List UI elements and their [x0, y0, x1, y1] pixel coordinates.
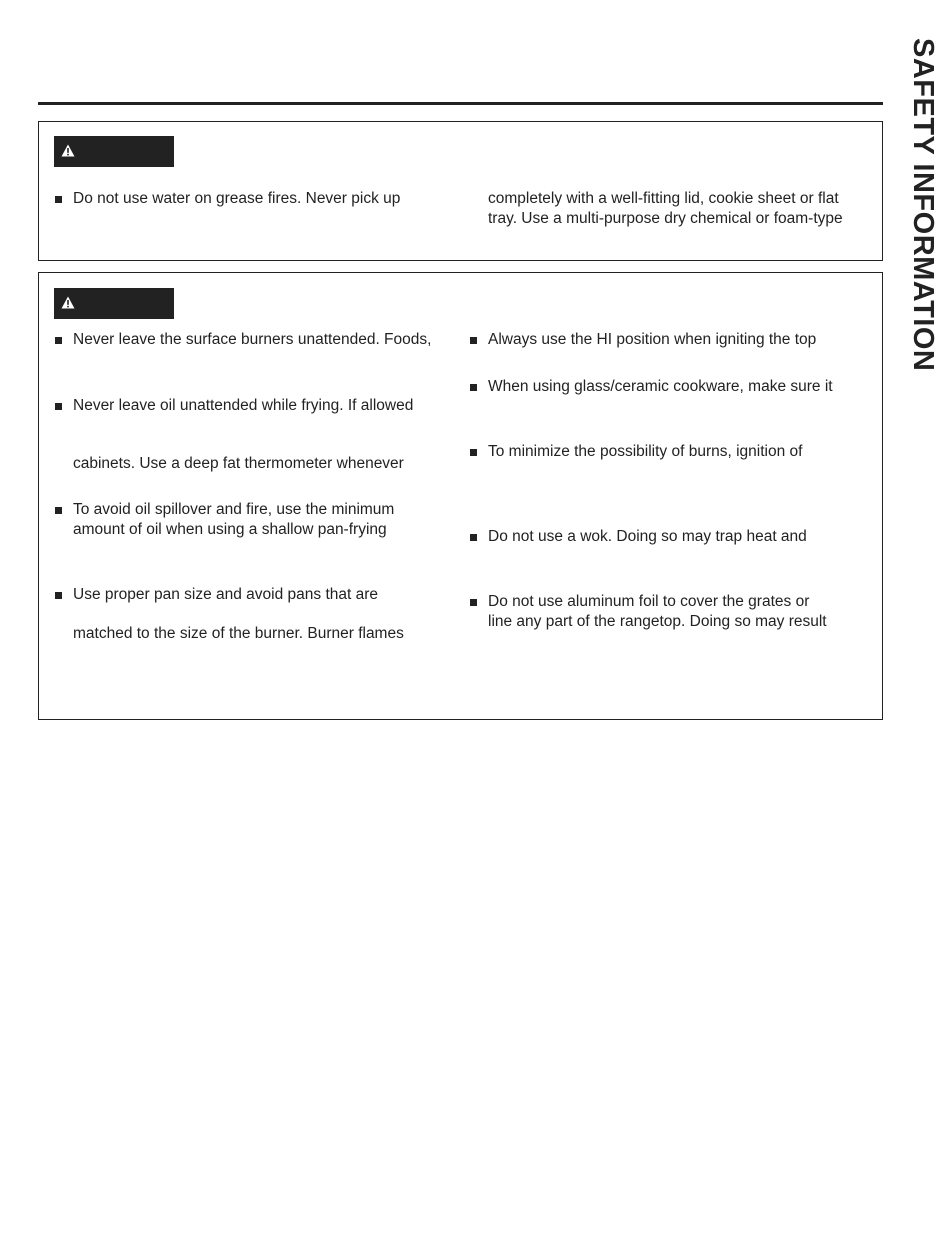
- warning-label: [54, 288, 174, 319]
- warning-label: [54, 136, 174, 167]
- box2-left-line: amount of oil when using a shallow pan-frying: [73, 521, 387, 538]
- box2-left-line: matched to the size of the burner. Burner flames: [73, 625, 404, 642]
- box1-right-line: tray. Use a multi-purpose dry chemical or foam-type: [488, 210, 843, 227]
- box2-right-line: Do not use aluminum foil to cover the grates or: [488, 593, 810, 610]
- bullet: [470, 384, 477, 391]
- warning-box-cooktop: [38, 272, 883, 720]
- bullet: [470, 599, 477, 606]
- bullet: [55, 196, 62, 203]
- bullet: [470, 449, 477, 456]
- box2-left-line: cabinets. Use a deep fat thermometer whenever: [73, 455, 404, 472]
- box2-left-line: Never leave the surface burners unattended. Foods,: [73, 331, 432, 348]
- box2-right-line: line any part of the rangetop. Doing so may result: [488, 613, 827, 630]
- box2-left-line: Use proper pan size and avoid pans that are: [73, 586, 379, 603]
- bullet: [55, 337, 62, 344]
- box2-left-line: Never leave oil unattended while frying. If allowed: [73, 397, 414, 414]
- box2-right-line: When using glass/ceramic cookware, make sure it: [488, 378, 833, 395]
- box2-right-line: Do not use a wok. Doing so may trap heat and: [488, 528, 807, 545]
- warning-triangle-icon: [61, 144, 75, 157]
- box2-right-line: Always use the HI position when igniting the top: [488, 331, 817, 348]
- bullet: [470, 337, 477, 344]
- side-section-title: SAFETY INFORMATION: [907, 38, 939, 372]
- box1-left-line: Do not use water on grease fires. Never pick up: [73, 190, 401, 207]
- box1-right-line: completely with a well-fitting lid, cookie sheet or flat: [488, 190, 839, 207]
- box2-right-line: To minimize the possibility of burns, ignition of: [488, 443, 803, 460]
- bullet: [55, 507, 62, 514]
- header-rule: [38, 102, 883, 105]
- warning-box-grease-fire: [38, 121, 883, 261]
- bullet: [55, 592, 62, 599]
- box2-left-line: To avoid oil spillover and fire, use the minimum: [73, 501, 395, 518]
- bullet: [470, 534, 477, 541]
- bullet: [55, 403, 62, 410]
- warning-triangle-icon: [61, 296, 75, 309]
